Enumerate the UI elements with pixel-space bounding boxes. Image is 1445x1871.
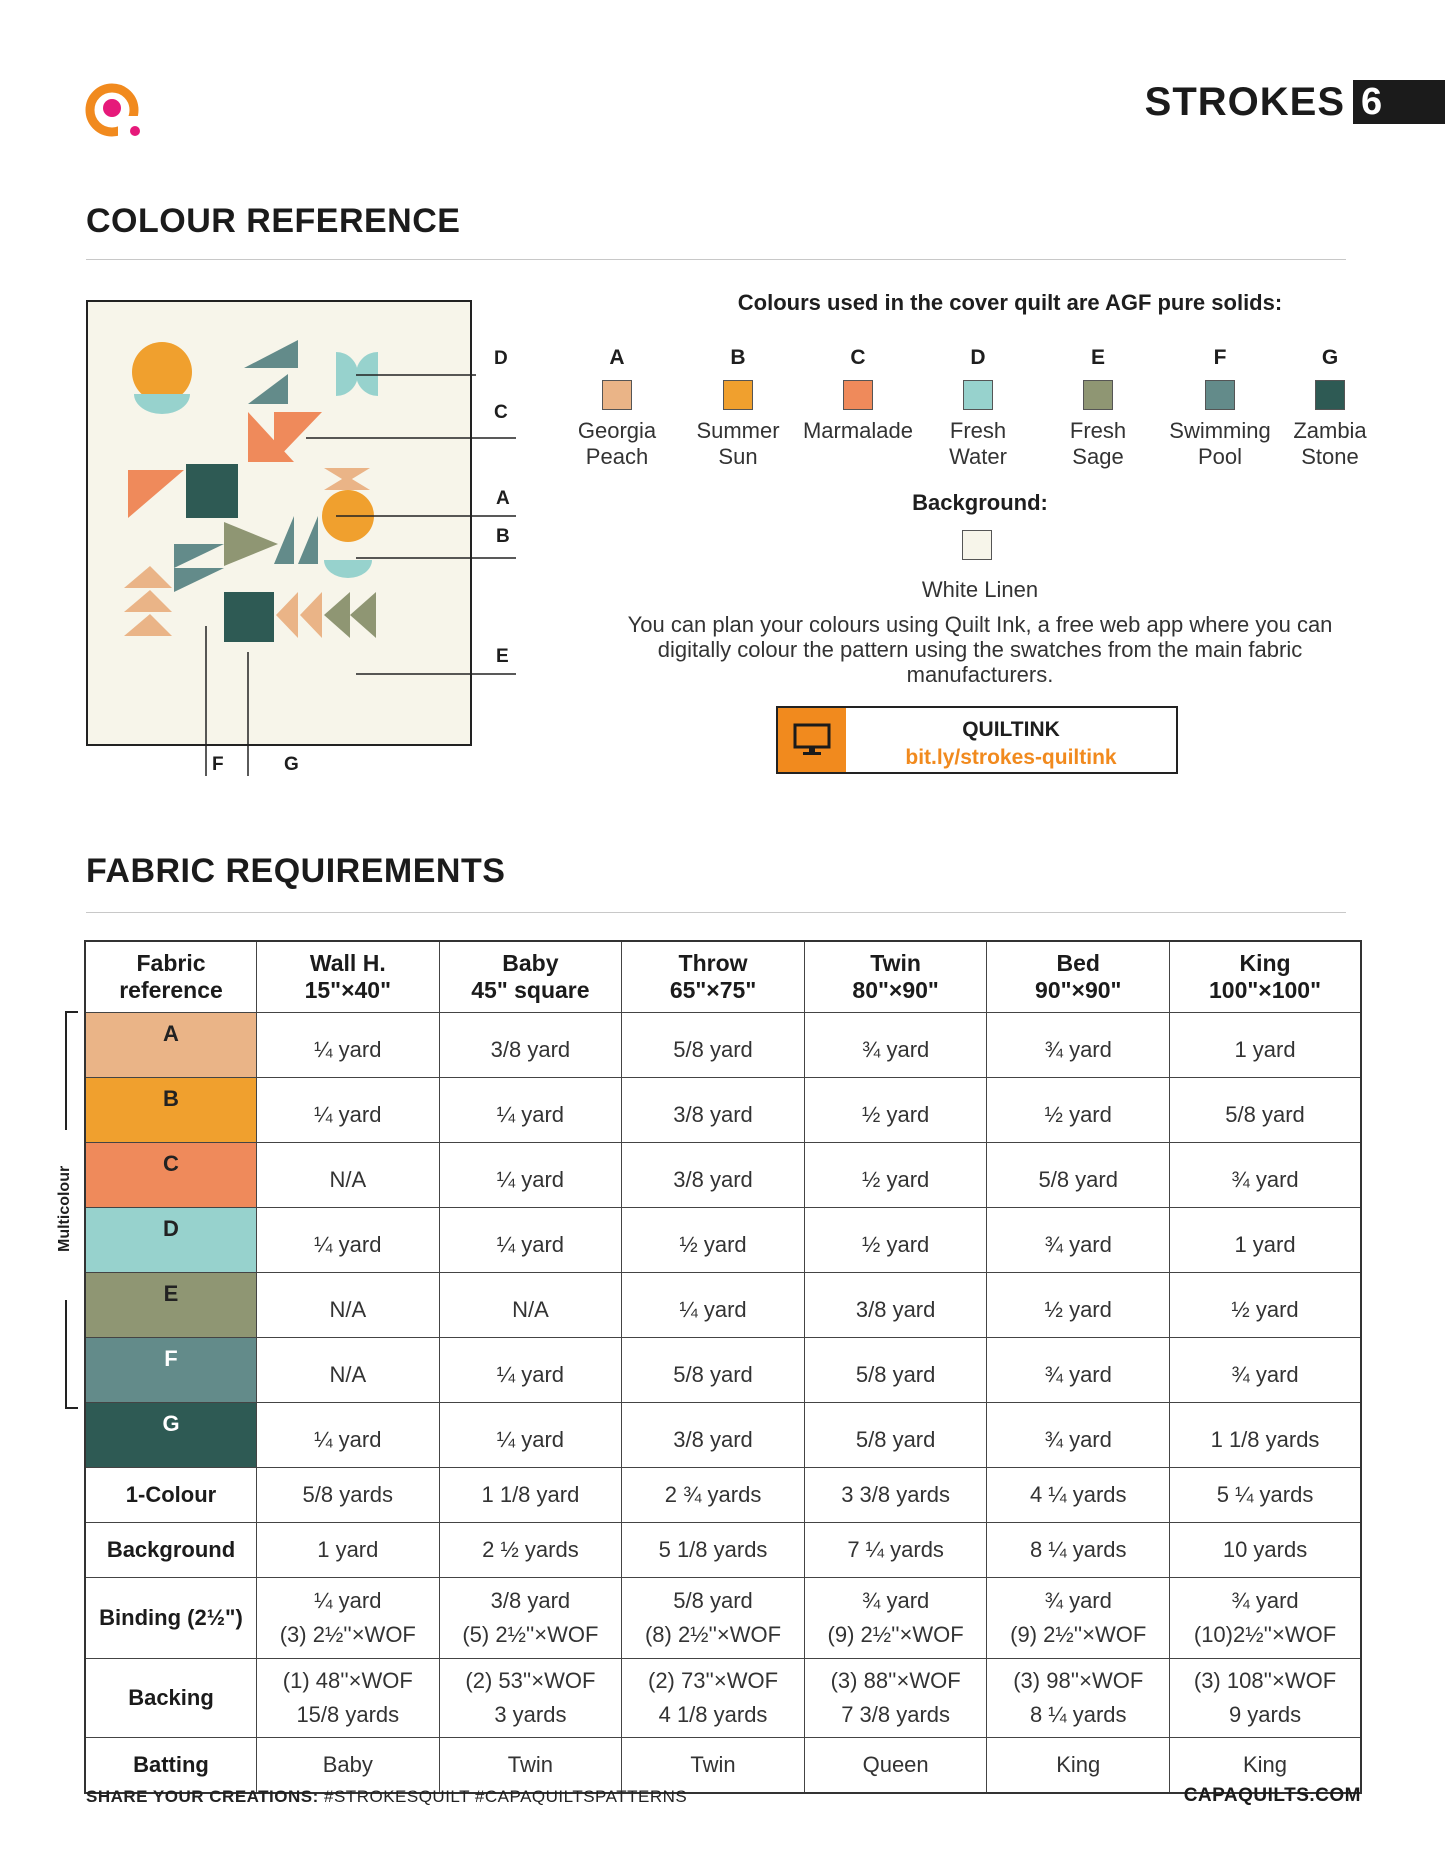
cell-line2: 15/8 yards — [296, 1702, 400, 1727]
table-cell: 5/8 yard — [804, 1338, 987, 1403]
swatch-name-line1: Fresh — [949, 418, 1007, 443]
swatch-e — [1038, 346, 1158, 470]
page-number: 6 — [1353, 80, 1445, 124]
quiltink-title: QUILTINK — [962, 718, 1060, 741]
swatch-color-box — [602, 380, 632, 410]
table-cell: ¼ yard — [257, 1078, 440, 1143]
table-cell — [1170, 1659, 1361, 1738]
cell-line1: ¾ yard — [1231, 1588, 1299, 1613]
cell-line1: (1) 48''×WOF — [282, 1668, 413, 1693]
footer-hashtags: #STROKESQUILT #CAPAQUILTSPATTERNS — [324, 1787, 688, 1806]
fabric-ref-cell: C — [85, 1143, 257, 1208]
column-header — [85, 941, 257, 1013]
table-cell: 3/8 yard — [622, 1403, 805, 1468]
monitor-icon — [778, 708, 846, 772]
table-cell — [987, 1578, 1170, 1659]
cell-line1: ¾ yard — [862, 1588, 930, 1613]
table-cell: ¼ yard — [439, 1078, 622, 1143]
fabric-ref-cell: F — [85, 1338, 257, 1403]
swatch-name-line2: Stone — [1301, 444, 1359, 469]
swatch-name-line1: Fresh — [1069, 418, 1127, 443]
column-header-line1: Twin — [870, 950, 921, 976]
swatch-letter: A — [609, 346, 625, 369]
footer-site[interactable]: CAPAQUILTS.COM — [1183, 1785, 1361, 1806]
table-row — [85, 1523, 1361, 1578]
table-row — [85, 1738, 1361, 1794]
table-cell: ¼ yard — [257, 1013, 440, 1078]
colours-intro: Colours used in the cover quilt are AGF pure solids: — [737, 290, 1283, 315]
table-cell: 5/8 yard — [804, 1403, 987, 1468]
colour-reference-heading: COLOUR REFERENCE — [86, 202, 461, 240]
fabric-requirements-heading: FABRIC REQUIREMENTS — [86, 852, 506, 890]
footer-share — [86, 1787, 687, 1807]
cell-line2: (3) 2½''×WOF — [279, 1622, 416, 1647]
swatch-a — [557, 346, 677, 470]
table-cell: N/A — [257, 1143, 440, 1208]
callout-label-f: F — [212, 754, 224, 775]
table-cell: ¼ yard — [439, 1403, 622, 1468]
row-label: Background — [85, 1523, 257, 1578]
cell-line2: 3 yards — [494, 1702, 567, 1727]
table-cell: 3/8 yard — [622, 1143, 805, 1208]
callout-label-d: D — [494, 348, 508, 369]
fabric-requirements-table — [84, 940, 1362, 1794]
table-cell: Queen — [804, 1738, 987, 1794]
background-name: White Linen — [921, 577, 1039, 602]
table-cell: ½ yard — [804, 1143, 987, 1208]
row-label: Backing — [85, 1659, 257, 1738]
quiltink-link-box[interactable] — [776, 706, 1178, 774]
table-cell: 1 yard — [257, 1523, 440, 1578]
swatch-d — [918, 346, 1038, 470]
table-row — [85, 1143, 1361, 1208]
row-label: 1-Colour — [85, 1468, 257, 1523]
table-cell: ¼ yard — [439, 1338, 622, 1403]
table-cell — [804, 1578, 987, 1659]
column-header-line1: King — [1239, 950, 1291, 976]
table-cell: 2 ½ yards — [439, 1523, 622, 1578]
cell-line1: 3/8 yard — [490, 1588, 571, 1613]
table-cell — [622, 1578, 805, 1659]
cell-line1: (3) 98''×WOF — [1013, 1668, 1144, 1693]
swatch-color-box — [843, 380, 873, 410]
cell-line2: (9) 2½''×WOF — [827, 1622, 964, 1647]
table-cell: ¼ yard — [257, 1403, 440, 1468]
swatch-letter: C — [850, 346, 866, 369]
callout-label-a: A — [496, 488, 510, 509]
table-cell: ¾ yard — [1170, 1338, 1361, 1403]
swatch-c — [798, 346, 918, 444]
page-title: STROKES — [1144, 79, 1345, 124]
table-cell: ¾ yard — [804, 1013, 987, 1078]
table-row — [85, 1578, 1361, 1659]
table-cell — [439, 1578, 622, 1659]
quilt-ink-description: You can plan your colours using Quilt Ink, a free web app where you can digitally colour the pattern using the swatches from the main fabric manufacturers. — [627, 612, 1333, 687]
row-label: Batting — [85, 1738, 257, 1794]
table-cell: 8 ¼ yards — [987, 1523, 1170, 1578]
table-cell: 5/8 yard — [1170, 1078, 1361, 1143]
cell-line1: (3) 88''×WOF — [830, 1668, 961, 1693]
cell-line2: (10)2½''×WOF — [1193, 1622, 1337, 1647]
table-cell: ¾ yard — [987, 1208, 1170, 1273]
table-cell: 5/8 yards — [257, 1468, 440, 1523]
table-cell: ½ yard — [1170, 1273, 1361, 1338]
swatch-name-line2: Peach — [585, 444, 649, 469]
footer-share-label: SHARE YOUR CREATIONS: — [86, 1787, 319, 1806]
table-row — [85, 1078, 1361, 1143]
table-cell: 2 ¾ yards — [622, 1468, 805, 1523]
table-cell: 3/8 yard — [622, 1078, 805, 1143]
swatch-letter: G — [1321, 346, 1339, 369]
capa-logo-icon — [84, 82, 144, 142]
table-cell — [622, 1659, 805, 1738]
callout-label-g: G — [284, 754, 299, 775]
callout-label-c: C — [494, 402, 508, 423]
column-header-line2: reference — [119, 977, 223, 1003]
swatch-name-line1: Swimming — [1169, 418, 1271, 443]
background-label: Background: — [912, 490, 1048, 515]
swatch-color-box — [1205, 380, 1235, 410]
column-header-line1: Fabric — [136, 950, 206, 976]
cell-line2: 7 3/8 yards — [841, 1702, 951, 1727]
swatch-name-line2: Sun — [718, 444, 758, 469]
column-header — [439, 941, 622, 1013]
column-header-line1: Baby — [502, 950, 559, 976]
cell-line2: 9 yards — [1228, 1702, 1302, 1727]
table-header-row — [85, 941, 1361, 1013]
column-header-line2: 100"×100" — [1209, 977, 1322, 1003]
table-cell — [987, 1659, 1170, 1738]
table-row — [85, 1468, 1361, 1523]
column-header-line1: Bed — [1056, 950, 1100, 976]
page-title-bar — [1145, 80, 1445, 124]
table-cell: N/A — [257, 1273, 440, 1338]
multicolour-label: Multicolour — [56, 1165, 73, 1252]
table-cell: 10 yards — [1170, 1523, 1361, 1578]
table-cell — [1170, 1578, 1361, 1659]
swatch-name-line1: Georgia — [577, 418, 657, 443]
swatch-letter: B — [730, 346, 746, 369]
table-cell: 3/8 yard — [804, 1273, 987, 1338]
column-header — [1170, 941, 1361, 1013]
table-cell: 4 ¼ yards — [987, 1468, 1170, 1523]
table-cell: King — [987, 1738, 1170, 1794]
swatch-name-line2: Water — [949, 444, 1007, 469]
table-cell: 1 yard — [1170, 1208, 1361, 1273]
table-cell: N/A — [439, 1273, 622, 1338]
swatch-name-line1: Summer — [696, 418, 780, 443]
swatch-color-box — [723, 380, 753, 410]
table-cell: ¾ yard — [987, 1338, 1170, 1403]
column-header-line2: 80"×90" — [852, 977, 939, 1003]
fabric-ref-cell: A — [85, 1013, 257, 1078]
cell-line1: (3) 108''×WOF — [1193, 1668, 1337, 1693]
callout-label-b: B — [496, 526, 510, 547]
table-cell: 5/8 yard — [622, 1338, 805, 1403]
table-row — [85, 1273, 1361, 1338]
table-cell: Baby — [257, 1738, 440, 1794]
row-label: Binding (2½") — [85, 1578, 257, 1659]
table-cell: Twin — [622, 1738, 805, 1794]
table-cell — [257, 1578, 440, 1659]
table-cell: ½ yard — [804, 1078, 987, 1143]
table-cell: 5 1/8 yards — [622, 1523, 805, 1578]
table-cell: King — [1170, 1738, 1361, 1794]
cell-line2: (5) 2½''×WOF — [462, 1622, 599, 1647]
table-row — [85, 1659, 1361, 1738]
column-header-line1: Throw — [678, 950, 748, 976]
fabric-ref-cell: D — [85, 1208, 257, 1273]
swatch-letter: E — [1090, 346, 1105, 369]
table-row — [85, 1208, 1361, 1273]
quiltink-link[interactable]: bit.ly/strokes-quiltink — [905, 746, 1117, 769]
table-cell: 5/8 yard — [987, 1143, 1170, 1208]
swatch-color-box — [963, 380, 993, 410]
fabric-ref-cell: E — [85, 1273, 257, 1338]
table-cell: ¼ yard — [439, 1143, 622, 1208]
swatch-color-box — [1083, 380, 1113, 410]
column-header — [622, 941, 805, 1013]
column-header — [257, 941, 440, 1013]
cell-line1: ¼ yard — [314, 1588, 382, 1613]
table-cell: 3/8 yard — [439, 1013, 622, 1078]
callout-lines — [86, 300, 526, 790]
table-cell: ¼ yard — [622, 1273, 805, 1338]
table-row — [85, 1338, 1361, 1403]
section-divider — [86, 259, 1346, 260]
cell-line1: (2) 53''×WOF — [465, 1668, 596, 1693]
callout-label-e: E — [496, 646, 509, 667]
table-cell: ¾ yard — [987, 1013, 1170, 1078]
section-divider — [86, 912, 1346, 913]
cell-line2: (8) 2½''×WOF — [644, 1622, 782, 1647]
table-cell — [804, 1659, 987, 1738]
table-cell: ¾ yard — [987, 1403, 1170, 1468]
table-cell: ¾ yard — [1170, 1143, 1361, 1208]
table-cell: 3 3/8 yards — [804, 1468, 987, 1523]
swatch-color-box — [1315, 380, 1345, 410]
column-header — [987, 941, 1170, 1013]
table-row — [85, 1013, 1361, 1078]
table-cell: 1 yard — [1170, 1013, 1361, 1078]
swatch-g — [1270, 346, 1390, 470]
table-cell — [439, 1659, 622, 1738]
column-header-line2: 65"×75" — [669, 977, 757, 1003]
column-header-line2: 15"×40" — [304, 977, 392, 1003]
table-cell — [257, 1659, 440, 1738]
cell-line2: 4 1/8 yards — [658, 1702, 768, 1727]
table-cell: 1 1/8 yards — [1170, 1403, 1361, 1468]
table-cell: 5 ¼ yards — [1170, 1468, 1361, 1523]
table-cell: ½ yard — [987, 1078, 1170, 1143]
table-cell: 7 ¼ yards — [804, 1523, 987, 1578]
cell-line2: 8 ¼ yards — [1029, 1702, 1127, 1727]
swatch-name-line2: Sage — [1072, 444, 1124, 469]
swatch-name-line1: Zambia — [1293, 418, 1367, 443]
cell-line2: (9) 2½''×WOF — [1010, 1622, 1147, 1647]
swatch-name-line1: Marmalade — [802, 418, 914, 443]
table-cell: ½ yard — [987, 1273, 1170, 1338]
column-header — [804, 941, 987, 1013]
table-cell: ¼ yard — [257, 1208, 440, 1273]
column-header-line2: 45" square — [471, 977, 590, 1003]
table-cell: Twin — [439, 1738, 622, 1794]
table-cell: ½ yard — [622, 1208, 805, 1273]
table-cell: 1 1/8 yard — [439, 1468, 622, 1523]
table-cell: ½ yard — [804, 1208, 987, 1273]
swatch-name-line2: Pool — [1197, 444, 1243, 469]
swatch-letter: D — [970, 346, 986, 369]
swatch-f — [1160, 346, 1280, 470]
table-row — [85, 1403, 1361, 1468]
table-cell: 5/8 yard — [622, 1013, 805, 1078]
background-swatch — [962, 530, 992, 560]
table-cell: ¼ yard — [439, 1208, 622, 1273]
cell-line1: 5/8 yard — [673, 1588, 753, 1613]
cell-line1: ¾ yard — [1044, 1588, 1112, 1613]
swatch-b — [678, 346, 798, 470]
column-header-line2: 90"×90" — [1035, 977, 1122, 1003]
table-cell: N/A — [257, 1338, 440, 1403]
fabric-ref-cell: G — [85, 1403, 257, 1468]
fabric-ref-cell: B — [85, 1078, 257, 1143]
swatch-letter: F — [1213, 346, 1227, 369]
column-header-line1: Wall H. — [309, 950, 386, 976]
cell-line1: (2) 73''×WOF — [648, 1668, 779, 1693]
